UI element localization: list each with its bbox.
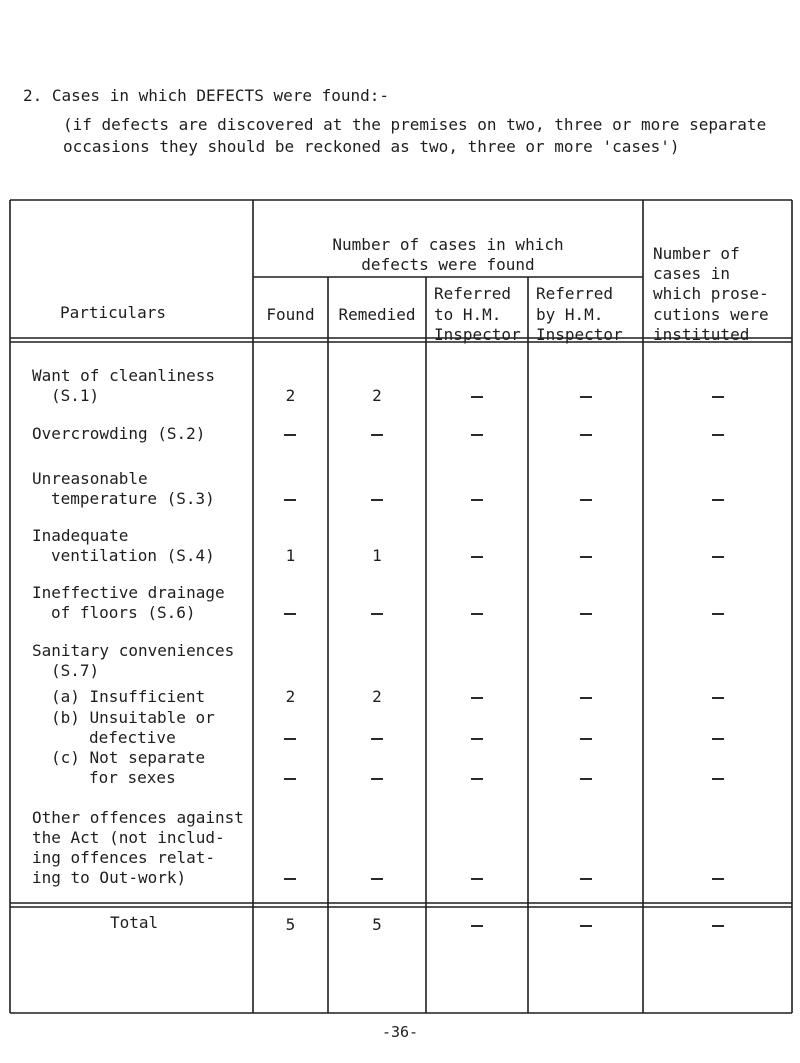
header-prosecutions-2: cases in	[653, 264, 731, 283]
dash-mark	[371, 499, 383, 501]
dash-mark	[284, 778, 296, 780]
header-prosecutions-4: cutions were	[653, 305, 769, 324]
dash-mark	[371, 613, 383, 615]
row-label: of floors (S.6)	[51, 603, 196, 622]
header-found: Found	[266, 305, 315, 324]
dash-mark	[712, 738, 724, 740]
dash-mark	[712, 925, 724, 927]
dash-mark	[284, 499, 296, 501]
row-label: Unreasonable	[32, 469, 148, 488]
cell-remedied: 2	[372, 386, 382, 405]
header-group-line-1: Number of cases in which	[332, 235, 564, 254]
dash-mark	[471, 925, 483, 927]
dash-mark	[471, 778, 483, 780]
total-found: 5	[285, 915, 296, 934]
row-label: (S.7)	[51, 661, 100, 680]
row-label: Sanitary conveniences	[32, 641, 235, 660]
total-label: Total	[110, 913, 159, 932]
dash-mark	[580, 499, 592, 501]
dash-mark	[712, 556, 724, 558]
dash-mark	[471, 697, 483, 699]
row-label: Other offences against	[32, 808, 244, 827]
note-line-1: (if defects are discovered at the premises on two, three or more separate	[63, 115, 767, 134]
dash-mark	[371, 738, 383, 740]
row-label: Want of cleanliness	[32, 366, 216, 385]
header-referred-by-3: Inspector	[536, 325, 623, 344]
header-particulars: Particulars	[60, 303, 166, 322]
row-label: for sexes	[89, 768, 176, 787]
dash-mark	[471, 613, 483, 615]
dash-mark	[284, 878, 296, 880]
header-prosecutions-3: which prose-	[653, 284, 769, 303]
section-heading: 2. Cases in which DEFECTS were found:-	[23, 86, 390, 105]
dash-mark	[580, 738, 592, 740]
dash-mark	[580, 556, 592, 558]
row-label: Inadequate	[32, 526, 129, 545]
dash-mark	[471, 878, 483, 880]
dash-mark	[712, 613, 724, 615]
note-line-2: occasions they should be reckoned as two, three or more 'cases')	[63, 137, 680, 156]
row-label: (c) Not separate	[51, 748, 206, 767]
row-label: Ineffective drainage	[32, 583, 225, 602]
row-label: ing offences relat-	[32, 848, 216, 867]
dash-mark	[712, 778, 724, 780]
dash-mark	[580, 697, 592, 699]
row-label: (a) Insufficient	[51, 687, 206, 706]
dash-mark	[580, 778, 592, 780]
header-prosecutions-5: instituted	[653, 325, 750, 344]
dash-mark	[471, 396, 483, 398]
header-referred-by-1: Referred	[536, 284, 614, 303]
cell-found: 1	[285, 546, 296, 565]
row-label: Overcrowding (S.2)	[32, 424, 206, 443]
dash-mark	[284, 434, 296, 436]
row-label: temperature (S.3)	[51, 489, 215, 508]
row-label: defective	[89, 728, 176, 747]
cell-found: 2	[285, 687, 296, 706]
dash-mark	[284, 738, 296, 740]
dash-mark	[371, 878, 383, 880]
row-label: ing to Out-work)	[32, 868, 187, 887]
cell-remedied: 2	[372, 687, 382, 706]
dash-mark	[580, 878, 592, 880]
dash-mark	[580, 396, 592, 398]
dash-mark	[471, 738, 483, 740]
header-referred-to-2: to H.M.	[434, 305, 502, 324]
dash-mark	[371, 778, 383, 780]
dash-mark	[712, 434, 724, 436]
header-group-line-2: defects were found	[361, 255, 535, 274]
dash-mark	[371, 434, 383, 436]
dash-mark	[471, 434, 483, 436]
header-prosecutions-1: Number of	[653, 244, 740, 263]
total-remedied: 5	[372, 915, 382, 934]
dash-mark	[712, 396, 724, 398]
row-label: (b) Unsuitable or	[51, 708, 215, 727]
header-referred-to-3: Inspector	[434, 325, 521, 344]
dash-mark	[471, 556, 483, 558]
cell-found: 2	[285, 386, 296, 405]
dash-mark	[580, 434, 592, 436]
page-number: -36-	[381, 1023, 419, 1041]
header-referred-by-2: by H.M.	[536, 305, 604, 324]
dash-mark	[580, 925, 592, 927]
dash-mark	[712, 878, 724, 880]
dash-mark	[284, 613, 296, 615]
header-referred-to-1: Referred	[434, 284, 512, 303]
dash-mark	[712, 697, 724, 699]
row-label: ventilation (S.4)	[51, 546, 215, 565]
cell-remedied: 1	[372, 546, 382, 565]
header-remedied: Remedied	[338, 305, 416, 324]
dash-mark	[471, 499, 483, 501]
row-label: (S.1)	[51, 386, 100, 405]
row-label: the Act (not includ-	[32, 828, 225, 847]
dash-mark	[712, 499, 724, 501]
dash-mark	[580, 613, 592, 615]
